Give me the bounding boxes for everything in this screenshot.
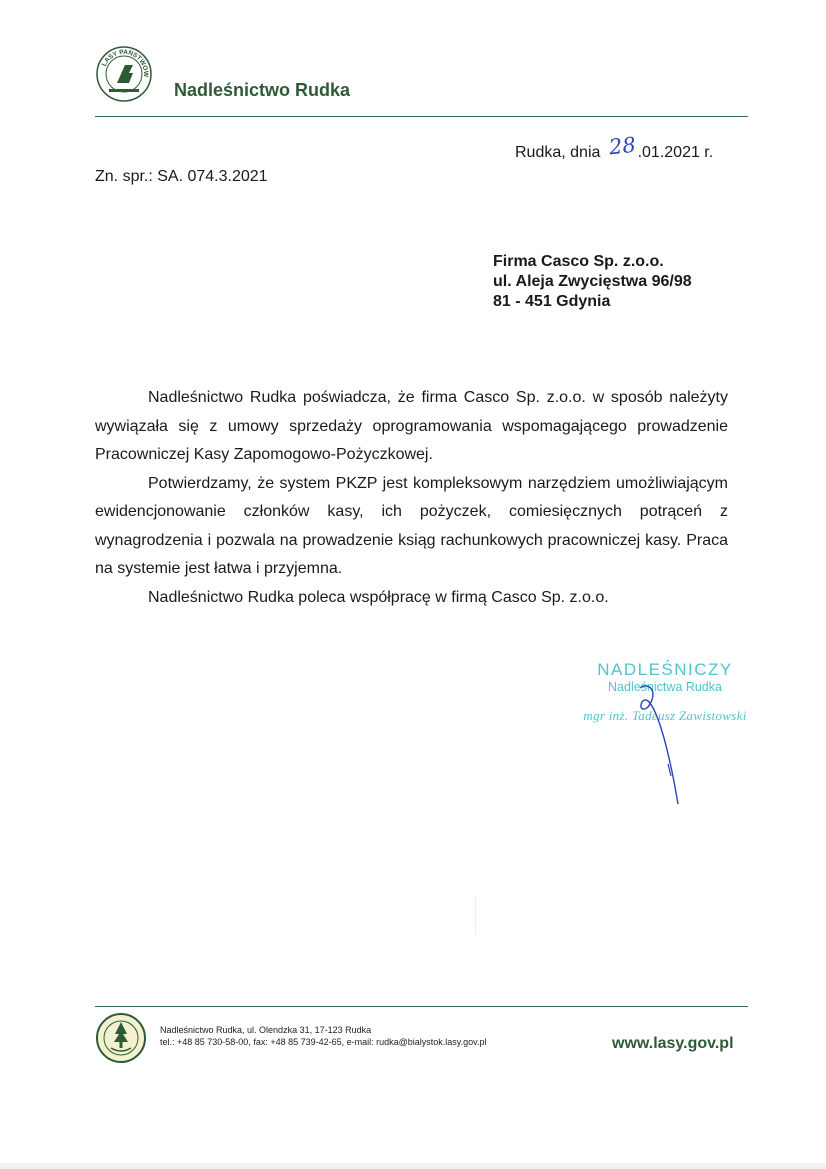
footer-website-link[interactable]: www.lasy.gov.pl xyxy=(612,1035,734,1052)
stamp-subtitle: Nadleśnictwa Rudka xyxy=(608,680,722,694)
letter-body xyxy=(95,384,728,612)
header-divider xyxy=(95,116,748,117)
svg-text:LASY PAŃSTWOWE: LASY PAŃSTWOW xyxy=(100,48,150,78)
footer-divider xyxy=(95,1006,748,1007)
stamp-title: NADLEŚNICZY xyxy=(597,660,733,679)
date-day-handwritten: 28 xyxy=(607,132,637,160)
paragraph-1: Nadleśnictwo Rudka poświadcza, że firma Casco Sp. z.o.o. w sposób należyty wywiązała się z umowy sprzedaży oprogramowania wspomagającego prowadzenie Pracowniczej Kasy Zapomogowo-Pożyczkowej. xyxy=(95,389,728,463)
recipient-name: Firma Casco Sp. z.o.o. xyxy=(493,253,664,270)
date-suffix: .01.2021 r. xyxy=(637,144,714,161)
recipient-street: ul. Aleja Zwycięstwa 96/98 xyxy=(493,273,692,290)
footer-phone-email: tel.: +48 85 730-58-00, fax: +48 85 739-42-65, e-mail: rudka@bialystok.lasy.gov.pl xyxy=(160,1037,487,1047)
scan-bottom-edge xyxy=(0,1163,826,1169)
paragraph-2: Potwierdzamy, że system PKZP jest kompleksowym narzędziem umożliwiającym ewidencjonowanie członków kasy, ich pożyczek, comiesięcznych potrąceń z wynagrodzenia i pozwala na prowadzenie ksiąg rachunkowych pracowniczej kasy. Praca na systemie jest łatwa i przyjemna. xyxy=(95,474,728,577)
lasy-panstwowe-logo-icon xyxy=(95,45,153,103)
paragraph-3: Nadleśnictwo Rudka poleca współpracę w firmą Casco Sp. z.o.o. xyxy=(148,588,609,606)
org-name: Nadleśnictwo Rudka xyxy=(174,80,351,100)
letter-date xyxy=(515,132,714,162)
date-prefix: Rudka, dnia xyxy=(515,144,601,161)
case-reference: Zn. spr.: SA. 074.3.2021 xyxy=(95,168,268,185)
handwritten-signature xyxy=(620,680,710,810)
scan-artifact-line xyxy=(475,895,476,935)
recipient-city: 81 - 451 Gdynia xyxy=(493,293,611,310)
nadlesnictwo-rudka-emblem-icon xyxy=(95,1012,147,1064)
footer-address: Nadleśnictwo Rudka, ul. Olendzka 31, 17-123 Rudka xyxy=(160,1025,372,1035)
stamp-name: mgr inż. Tadeusz Zawistowski xyxy=(583,708,747,723)
footer-contact xyxy=(160,1024,487,1048)
recipient-address xyxy=(493,252,692,312)
